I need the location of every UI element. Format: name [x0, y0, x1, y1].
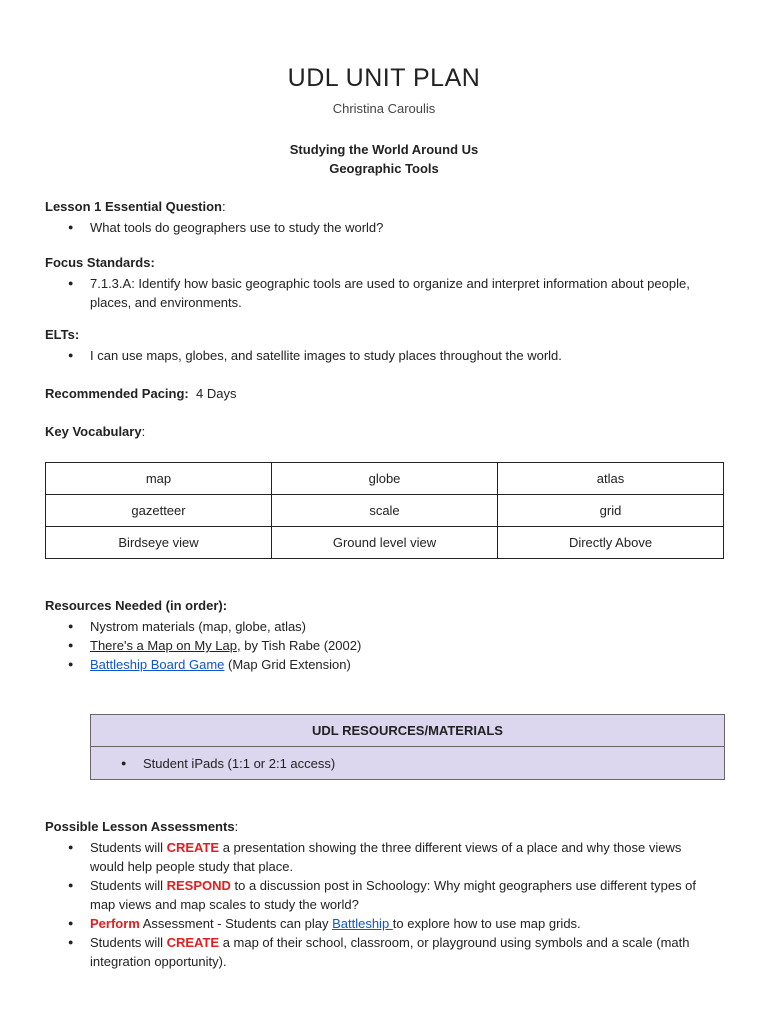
vocabulary-heading [45, 424, 145, 439]
list-item: ● 7.1.3.A: Identify how basic geographic tools are used to organize and interpret information about people, places, and environments. [68, 274, 708, 312]
unit-topic: Geographic Tools [329, 161, 439, 176]
table-row [46, 463, 724, 495]
elts-list [68, 346, 708, 365]
udl-resources-list [121, 754, 681, 773]
table-cell: Directly Above [498, 527, 724, 559]
pacing-value: 4 Days [196, 386, 237, 401]
pacing-line [45, 386, 236, 401]
pacing-label: Recommended Pacing: [45, 386, 189, 401]
list-item [68, 636, 708, 655]
keyword-respond: RESPOND [166, 878, 231, 893]
resource-note: (Map Grid Extension) [224, 657, 351, 672]
list-item: ● What tools do geographers use to study the world? [68, 218, 708, 237]
page-title: UDL UNIT PLAN [287, 64, 481, 92]
table-cell: grid [498, 495, 724, 527]
keyword-perform: Perform [90, 916, 140, 931]
assessment-text: to explore how to use map grids. [392, 916, 581, 931]
assessments-heading [45, 819, 238, 834]
battleship-link[interactable]: Battleship [332, 916, 393, 931]
assessment-text: Assessment - Students can play [139, 916, 333, 931]
focus-standards-heading: Focus Standards: [45, 255, 155, 270]
assessment-text: Students will [90, 840, 167, 855]
table-row [46, 527, 724, 559]
resources-heading: Resources Needed (in order): [45, 598, 228, 613]
keyword-create: CREATE [166, 935, 220, 950]
elts-heading: ELTs: [45, 327, 80, 342]
table-cell: Ground level view [272, 527, 498, 559]
book-author: by Tish Rabe (2002) [240, 638, 362, 653]
battleship-game-link[interactable]: Battleship Board Game [90, 657, 225, 672]
vocabulary-label: Key Vocabulary [45, 424, 142, 439]
vocabulary-table [45, 462, 724, 559]
book-title-link[interactable]: There's a Map on My Lap, [90, 638, 241, 653]
assessment-text: a map of their school, classroom, or playground using symbols and a scale (math integration opportunity). [90, 935, 690, 969]
assessments-colon: : [234, 819, 239, 834]
list-item: ● Nystrom materials (map, globe, atlas) [68, 617, 708, 636]
table-cell: scale [272, 495, 498, 527]
table-cell: gazetteer [46, 495, 272, 527]
table-row [46, 495, 724, 527]
assessments-list [68, 838, 708, 971]
list-item [68, 933, 708, 971]
essential-question-heading [45, 199, 226, 214]
assessment-text: to a discussion post in Schoology: Why might geographers use different types of map views and map scales to study the world? [90, 878, 697, 912]
assessment-text: Students will [90, 878, 167, 893]
list-item: ● I can use maps, globes, and satellite images to study places throughout the world. [68, 346, 708, 365]
assessment-text: a presentation showing the three different views of a place and why those views would help people study that place. [90, 840, 682, 874]
keyword-create: CREATE [166, 840, 220, 855]
resources-list [68, 617, 708, 674]
table-cell: Birdseye view [46, 527, 272, 559]
list-item [68, 655, 708, 674]
udl-resources-body [91, 747, 724, 779]
list-item [68, 876, 708, 914]
essential-question-list [68, 218, 708, 237]
assessments-label: Possible Lesson Assessments [45, 819, 235, 834]
vocabulary-colon: : [141, 424, 146, 439]
unit-subtitle: Studying the World Around Us [289, 142, 479, 157]
essential-question-label: Lesson 1 Essential Question [45, 199, 222, 214]
table-cell: map [46, 463, 272, 495]
essential-question-colon: : [222, 199, 226, 214]
list-item: ● Student iPads (1:1 or 2:1 access) [121, 754, 681, 773]
table-cell: globe [272, 463, 498, 495]
list-item [68, 914, 708, 933]
assessment-text: Students will [90, 935, 167, 950]
udl-resources-header: UDL RESOURCES/MATERIALS [91, 715, 724, 747]
table-cell: atlas [498, 463, 724, 495]
focus-standards-list [68, 274, 708, 312]
author-name: Christina Caroulis [332, 101, 436, 116]
udl-resources-box [90, 714, 725, 780]
list-item [68, 838, 708, 876]
